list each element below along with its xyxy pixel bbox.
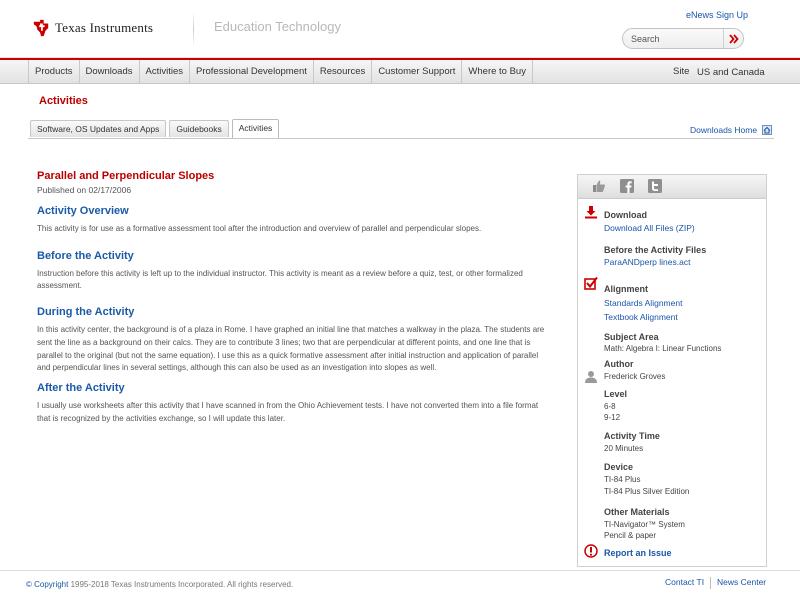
site-header (0, 0, 800, 58)
device-value: TI-84 Plus (604, 475, 641, 484)
main-nav (0, 58, 800, 84)
facebook-icon[interactable] (620, 179, 634, 193)
author-name: Frederick Groves (604, 372, 666, 381)
twitter-icon[interactable] (648, 179, 662, 193)
before-files-block (604, 245, 706, 267)
alert-icon (584, 544, 598, 558)
activity-title: Parallel and Perpendicular Slopes (37, 170, 215, 182)
downloads-home-link[interactable] (690, 125, 772, 135)
device-value: TI-84 Plus Silver Edition (604, 487, 690, 496)
site-selector[interactable]: US and Canada (697, 67, 765, 78)
activity-sidebar (577, 174, 767, 567)
nav-item-resources[interactable]: Resources (313, 60, 371, 84)
standards-alignment-link[interactable]: Standards Alignment (604, 298, 683, 308)
material-item: TI-Navigator™ System (604, 520, 685, 529)
download-block (604, 210, 695, 233)
level-block (604, 389, 627, 422)
device-block (604, 462, 689, 496)
header-tagline: Education Technology (214, 19, 341, 34)
copyright (26, 580, 293, 589)
search-input[interactable] (631, 32, 723, 46)
alignment-block (604, 284, 682, 322)
activity-overview-text: This activity is for use as a formative assessment tool after the introduction and overview of parallel and perpendicular slopes. (37, 224, 482, 233)
nav-item-activities[interactable]: Activities (139, 60, 189, 84)
other-materials-heading: Other Materials (604, 507, 670, 517)
nav-item-products[interactable]: Products (28, 60, 79, 84)
after-activity-heading: After the Activity (37, 381, 125, 394)
footer-separator (710, 577, 711, 589)
news-center-link[interactable]: News Center (717, 577, 767, 587)
nav-item-professional-development[interactable]: Professional Development (189, 60, 313, 84)
subject-area-block (604, 332, 721, 353)
published-date: Published on 02/17/2006 (37, 185, 132, 195)
copyright-link[interactable]: © Copyright (26, 580, 69, 589)
before-file-link[interactable]: ParaANDperp lines.act (604, 257, 691, 267)
section-title: Activities (39, 95, 88, 107)
enews-signup-link[interactable]: eNews Sign Up (686, 10, 749, 20)
download-all-zip-link[interactable]: Download All Files (ZIP) (604, 223, 695, 233)
activity-time-value: 20 Minutes (604, 444, 644, 453)
before-files-heading: Before the Activity Files (604, 245, 707, 255)
before-activity-heading: Before the Activity (37, 249, 134, 262)
double-chevron-right-icon (729, 34, 739, 44)
header-divider (193, 12, 194, 46)
tab-software-os-updates[interactable]: Software, OS Updates and Apps (30, 120, 166, 137)
download-heading: Download (604, 210, 647, 220)
report-issue-link[interactable]: Report an Issue (604, 548, 672, 558)
activity-overview-heading: Activity Overview (37, 205, 129, 217)
footer-divider (0, 570, 800, 571)
before-activity-text: Instruction before this activity is left up to the individual instructor. This activity is meant as a review before a quiz, test, or other formalized assessment. (37, 268, 523, 291)
device-heading: Device (604, 462, 634, 472)
downloads-home-label: Downloads Home (690, 125, 758, 135)
activity-content (37, 170, 547, 425)
material-item: Pencil & paper (604, 531, 657, 540)
search-box (622, 28, 744, 49)
tab-underline (28, 138, 774, 139)
activity-time-heading: Activity Time (604, 431, 660, 441)
level-value: 9-12 (604, 413, 621, 422)
tab-bar (30, 120, 282, 138)
copyright-text: 1995-2018 Texas Instruments Incorporated. All rights reserved. (68, 580, 294, 589)
ti-logo-icon (32, 19, 50, 37)
subject-area-heading: Subject Area (604, 332, 659, 342)
nav-item-customer-support[interactable]: Customer Support (371, 60, 461, 84)
ti-logo[interactable] (32, 19, 153, 37)
checkbox-icon (584, 276, 598, 290)
tab-guidebooks[interactable]: Guidebooks (169, 120, 228, 137)
alignment-heading: Alignment (604, 284, 648, 294)
after-activity-text: I usually use worksheets after this activity that I have scanned in from the Ohio Achievement tests. I have not converted them into a file format that is recognized by the activities exchange, so I will update this later. (37, 400, 539, 423)
search-submit-button[interactable] (723, 29, 743, 48)
during-activity-text: In this activity center, the background is of a plaza in Rome. I have graphed an initial line that matches a walkway in the plaza. The students are sent the line as a background on their calcs. They are to contribute 3 lines; two that are perpendicular at different points, and one line that is parallel to the original (but not the same equation). I use this as a quick formative assessment after initial instruction and application of parallel and perpendicular lines in several settings, although this can also be used as an investigation into slopes as well. (37, 325, 545, 373)
home-icon (762, 125, 772, 135)
during-activity-heading: During the Activity (37, 306, 135, 319)
nav-item-downloads[interactable]: Downloads (79, 60, 139, 84)
share-bar (578, 175, 766, 199)
contact-ti-link[interactable]: Contact TI (665, 577, 705, 587)
subject-area-value: Math: Algebra I: Linear Functions (604, 344, 722, 353)
author-heading: Author (604, 359, 634, 369)
textbook-alignment-link[interactable]: Textbook Alignment (604, 312, 678, 322)
author-block (604, 359, 665, 381)
brand-name: Texas Instruments (55, 20, 154, 35)
tab-activities[interactable]: Activities (232, 119, 280, 138)
activity-time-block (604, 431, 660, 453)
nav-item-where-to-buy[interactable]: Where to Buy (461, 60, 533, 84)
level-value: 6-8 (604, 402, 616, 411)
other-materials-block (604, 507, 685, 540)
nav-menu (28, 60, 533, 84)
download-icon (584, 205, 598, 219)
author-icon (584, 370, 598, 384)
level-heading: Level (604, 389, 628, 399)
site-label: Site (673, 66, 690, 77)
like-icon[interactable] (592, 179, 606, 193)
